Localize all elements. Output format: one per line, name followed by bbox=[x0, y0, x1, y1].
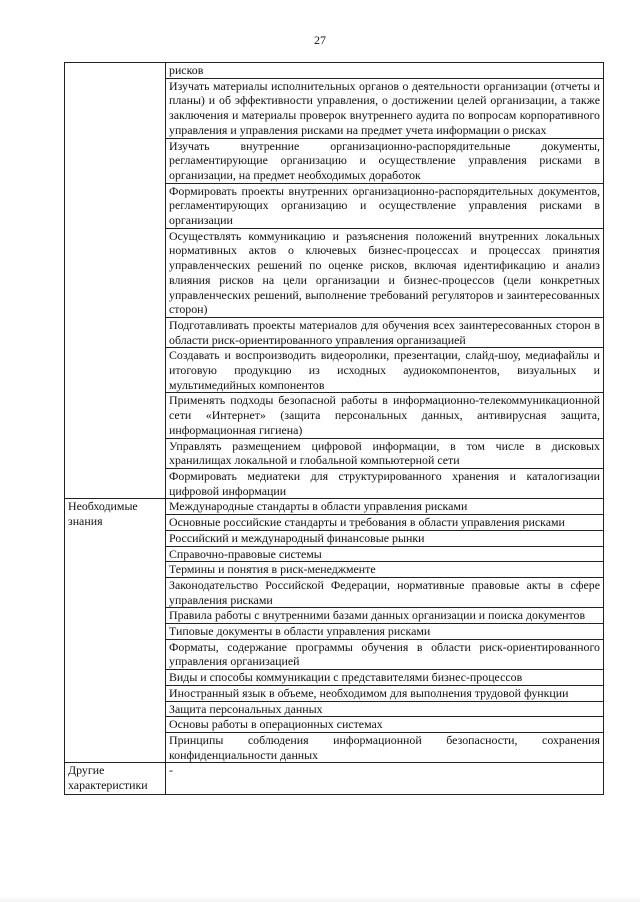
knowledge-cell: Основные российские стандарты и требования в области управления рисками bbox=[166, 515, 604, 531]
skill-cell: рисков bbox=[166, 63, 604, 79]
skill-cell: Подготавливать проекты материалов для обучения всех заинтересованных сторон в области риск-ориентированного управления организацией bbox=[166, 317, 604, 347]
skill-cell: Создавать и воспроизводить видеоролики, презентации, слайд-шоу, медиафайлы и итоговую продукцию из исходных аудиокомпонентов, визуальных и мультимедийных компонентов bbox=[166, 348, 604, 393]
knowledge-cell: Типовые документы в области управления рисками bbox=[166, 624, 604, 640]
skill-cell: Изучать материалы исполнительных органов о деятельности организации (отчеты и планы) и об эффективности управления, о достижении целей организации, а также заключения и материалы проверок внутреннего аудита по вопросам корпоративного управления и управления рисками на предмет учета информации о рисках bbox=[166, 78, 604, 138]
skill-cell: Применять подходы безопасной работы в информационно-телекоммуникационной сети «Интернет» (защита персональных данных, антивирусная защита, информационная гигиена) bbox=[166, 393, 604, 438]
skill-cell: Осуществлять коммуникацию и разъяснения положений внутренних локальных нормативных актов о ключевых бизнес-процессах и процессах принятия управленческих решений по оценке рисков, включая идентификацию и анализ влияния рисков на цели организации и бизнес-процессов (цели конкретных управленческих решений, выполнение требований регуляторов и заинтересованных сторон) bbox=[166, 228, 604, 317]
knowledge-cell: Справочно-правовые системы bbox=[166, 546, 604, 562]
table-row bbox=[65, 63, 604, 79]
knowledge-cell: Российский и международный финансовые рынки bbox=[166, 530, 604, 546]
other-label-cell: Другие характеристики bbox=[65, 763, 166, 795]
skill-cell: Изучать внутренние организационно-распорядительные документы, регламентирующие организацию и осуществление управления рисками в организации, на предмет необходимых доработок bbox=[166, 138, 604, 183]
skill-cell: Управлять размещением цифровой информации, в том числе в дисковых хранилищах локальной и глобальной компьютерной сети bbox=[166, 438, 604, 468]
table-row bbox=[65, 499, 604, 515]
other-value-cell: - bbox=[166, 763, 604, 795]
table-row bbox=[65, 763, 604, 795]
page-edge bbox=[0, 896, 640, 902]
knowledge-cell: Защита персональных данных bbox=[166, 701, 604, 717]
knowledge-cell: Форматы, содержание программы обучения в области риск-ориентированного управления организацией bbox=[166, 639, 604, 669]
page-number: 27 bbox=[314, 33, 326, 47]
requirements-table bbox=[64, 62, 604, 795]
skill-cell: Формировать проекты внутренних организационно-распорядительных документов, регламентирующих организацию и осуществление управления рисками в организации bbox=[166, 183, 604, 228]
knowledge-cell: Правила работы с внутренними базами данных организации и поиска документов bbox=[166, 608, 604, 624]
knowledge-cell: Иностранный язык в объеме, необходимом для выполнения трудовой функции bbox=[166, 685, 604, 701]
knowledge-cell: Основы работы в операционных системах bbox=[166, 717, 604, 733]
knowledge-cell: Международные стандарты в области управления рисками bbox=[166, 499, 604, 515]
knowledge-cell: Виды и способы коммуникации с представителями бизнес-процессов bbox=[166, 670, 604, 686]
knowledge-label-cell: Необходимые знания bbox=[65, 499, 166, 763]
skill-cell: Формировать медиатеки для структурированного хранения и каталогизации цифровой информации bbox=[166, 468, 604, 498]
knowledge-cell: Законодательство Российской Федерации, нормативные правовые акты в сфере управления рисками bbox=[166, 577, 604, 607]
skills-label-cell bbox=[65, 63, 166, 499]
knowledge-cell: Принципы соблюдения информационной безопасности, сохранения конфиденциальности данных bbox=[166, 732, 604, 762]
knowledge-cell: Термины и понятия в риск-менеджменте bbox=[166, 562, 604, 578]
